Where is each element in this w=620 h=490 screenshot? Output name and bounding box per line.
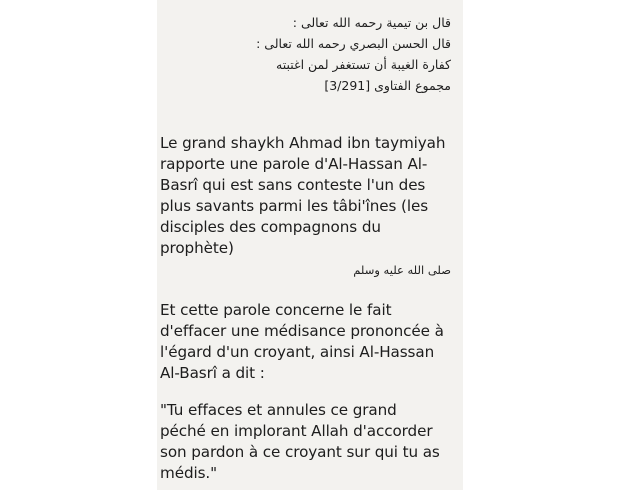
french-paragraph-context: [160, 300, 462, 384]
french-paragraph-intro: [160, 133, 462, 259]
paragraph-line: prophète): [160, 239, 234, 257]
paragraph-line: plus savants parmi les tâbi'înes (les: [160, 197, 429, 215]
note-text-panel: [157, 0, 463, 490]
paragraph-line: son pardon à ce croyant sur qui tu as: [160, 443, 440, 461]
paragraph-line: d'effacer une médisance prononcée à: [160, 322, 444, 340]
arabic-header-line: كفارة الغيبة أن تستغفر لمن اغتبته: [276, 57, 451, 72]
paragraph-line: l'égard d'un croyant, ainsi Al-Hassan: [160, 343, 435, 361]
arabic-header-line: قال بن تيمية رحمه الله تعالى :: [292, 15, 451, 30]
paragraph-line: Et cette parole concerne le fait: [160, 301, 392, 319]
paragraph-line: rapporte une parole d'Al-Hassan Al-: [160, 155, 428, 173]
arabic-salutation: صلى الله عليه وسلم: [353, 263, 451, 277]
french-paragraph-quote: [160, 400, 462, 484]
paragraph-line: Basrî qui est sans conteste l'un des: [160, 176, 426, 194]
arabic-header-line: قال الحسن البصري رحمه الله تعالى :: [256, 36, 451, 51]
paragraph-line: Le grand shaykh Ahmad ibn taymiyah: [160, 134, 446, 152]
arabic-source-reference: مجموع الفتاوى [3/291]: [324, 78, 451, 93]
paragraph-line: Al-Basrî a dit :: [160, 364, 265, 382]
paragraph-line: disciples des compagnons du: [160, 218, 381, 236]
paragraph-line: "Tu effaces et annules ce grand: [160, 401, 397, 419]
paragraph-line: péché en implorant Allah d'accorder: [160, 422, 433, 440]
paragraph-line: médis.": [160, 464, 218, 482]
arabic-quote-header: [171, 12, 451, 96]
